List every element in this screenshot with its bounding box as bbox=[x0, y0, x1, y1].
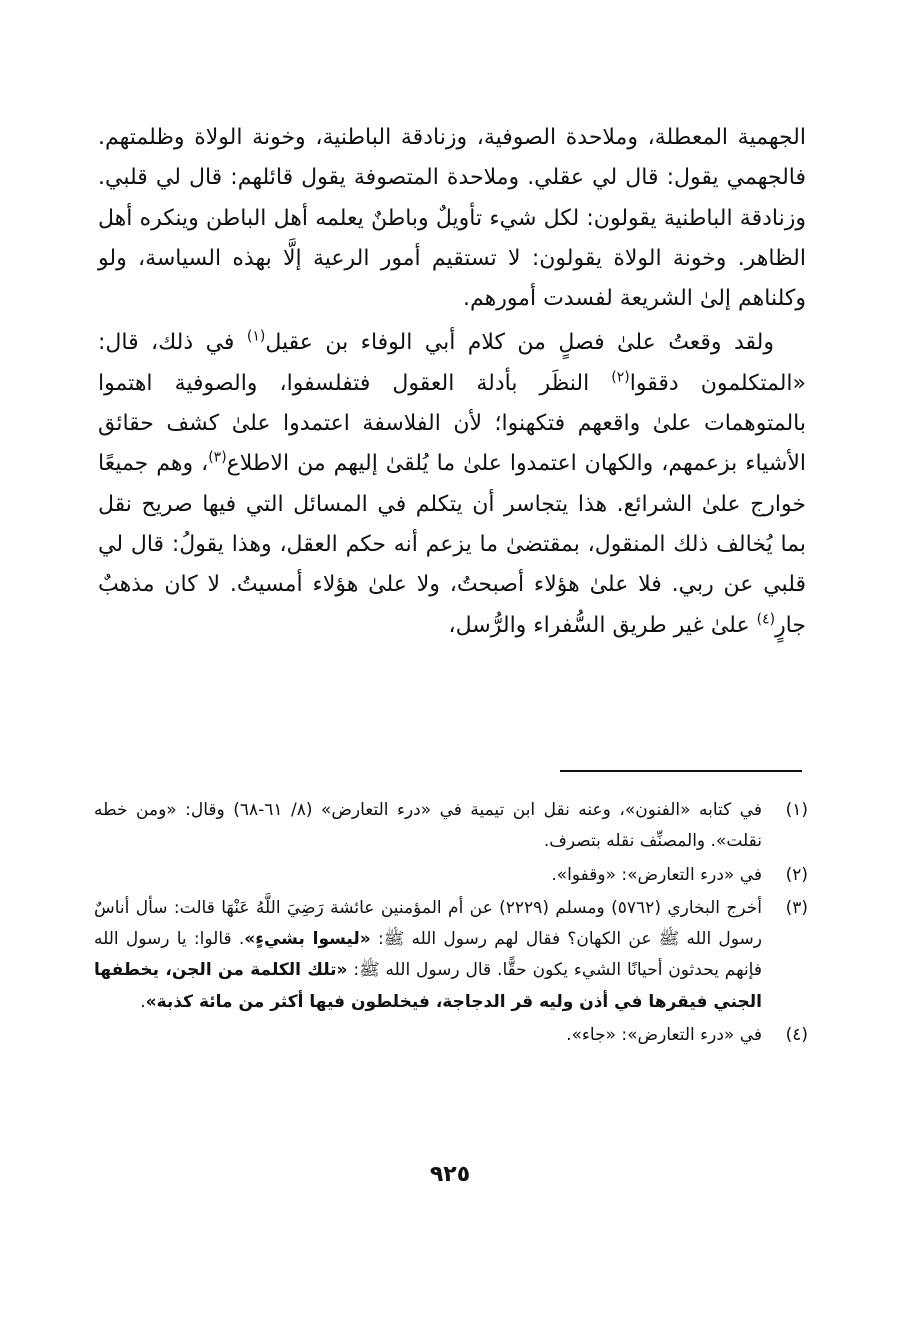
paragraph-2-text-d: ، وهم جميعًا خوارج علىٰ الشرائع. هذا يتجاسر أن يتكلم في المسائل التي فيها صريح نقل بما يُخالف ذلك المنقول، بمقتضىٰ ما يزعم أنه حكم العقل، وهذا يقولُ: قال لي قلبي عن ربي. فلا علىٰ هؤلاء أصبحتُ، ولا علىٰ هؤلاء أمسيتُ. لا كان مذهبٌ جارٍ bbox=[98, 451, 806, 638]
main-body-text bbox=[98, 118, 806, 646]
paragraph-2-text-a: ولقد وقعتُ علىٰ فصلٍ من كلام أبي الوفاء بن عقيل bbox=[265, 330, 774, 356]
footnote-number: (٣) bbox=[785, 897, 808, 918]
footnote-3-text-c: . bbox=[140, 991, 146, 1012]
footnote-text: في كتابه «الفنون»، وعنه نقل ابن تيمية في «درء التعارض» (٨/ ٦١-٦٨) وقال: «ومن خطه نقلت». والمصنِّف نقله بتصرف. bbox=[94, 800, 762, 852]
footnote-number: (٢) bbox=[785, 864, 808, 885]
footnote-2 bbox=[94, 860, 808, 891]
paragraph-2-text-b: في ذلك، قال: «المتكلمون دققوا bbox=[98, 330, 806, 396]
hadith-quote-1: «ليسوا بشيءٍ» bbox=[244, 929, 371, 950]
footnote-ref-1: (١) bbox=[246, 329, 266, 346]
body-paragraph-2 bbox=[98, 323, 806, 645]
footnote-3-text-b: . قالوا: يا رسول الله فإنهم يحدثون أحيانًا الشيء يكون حقًّا. قال رسول الله ﷺ: bbox=[94, 929, 762, 981]
footnote-number: (٤) bbox=[785, 1025, 808, 1046]
footnotes-section bbox=[94, 795, 808, 1053]
footnote-separator bbox=[560, 770, 802, 772]
footnote-number: (١) bbox=[785, 800, 808, 820]
hadith-quote-2: «تلك الكلمة من الجن، يخطفها الجني فيقرها في أذن وليه قر الدجاجة، فيخلطون فيها أكثر من مائة كذبة» bbox=[94, 960, 762, 1012]
footnote-3-text-a: أخرج البخاري (٥٧٦٢) ومسلم (٢٢٢٩) عن أم المؤمنين عائشة رَضِيَ اللَّهُ عَنْهَا قالت: سأل أناسٌ رسول الله ﷺ عن الكهان؟ فقال لهم رسول الله ﷺ: bbox=[94, 897, 763, 950]
footnote-4 bbox=[94, 1020, 808, 1051]
footnote-ref-2: (٢) bbox=[611, 369, 630, 386]
footnote-text bbox=[94, 893, 762, 1018]
footnote-3 bbox=[94, 893, 808, 1018]
footnote-ref-4: (٤) bbox=[756, 611, 776, 628]
body-paragraph-1: الجهمية المعطلة، وملاحدة الصوفية، وزنادقة الباطنية، وخونة الولاة وظلمتهم. فالجهمي يقول: قال لي عقلي. وملاحدة المتصوفة يقول قائلهم: قال لي قلبي. وزنادقة الباطنية يقولون: لكل شيء تأويلٌ وباطنٌ يعلمه أهل الباطن وينكره أهل الظاهر. وخونة الولاة يقولون: لا تستقيم أمور الرعية إلَّا بهذه السياسة، ولو وكلناهم إلىٰ الشريعة لفسدت أمورهم. bbox=[98, 125, 806, 312]
footnote-text: في «درء التعارض»: «وقفوا». bbox=[551, 864, 762, 885]
footnote-text: في «درء التعارض»: «جاء». bbox=[566, 1025, 762, 1046]
paragraph-2-text-c: النظَر بأدلة العقول فتفلسفوا، والصوفية اهتموا بالمتوهمات علىٰ واقعهم فتكهنوا؛ لأن الفلاسفة اعتمدوا علىٰ كشف حقائق الأشياء بزعمهم، والكهان اعتمدوا علىٰ ما يُلقىٰ إليهم من الاطلاع bbox=[98, 370, 806, 477]
page-number: ٩٢٥ bbox=[429, 1162, 471, 1187]
paragraph-2-text-e: علىٰ غير طريق السُّفراء والرُّسل، bbox=[448, 612, 757, 638]
footnote-1 bbox=[94, 795, 808, 858]
footnote-ref-3: (٣) bbox=[208, 450, 227, 467]
